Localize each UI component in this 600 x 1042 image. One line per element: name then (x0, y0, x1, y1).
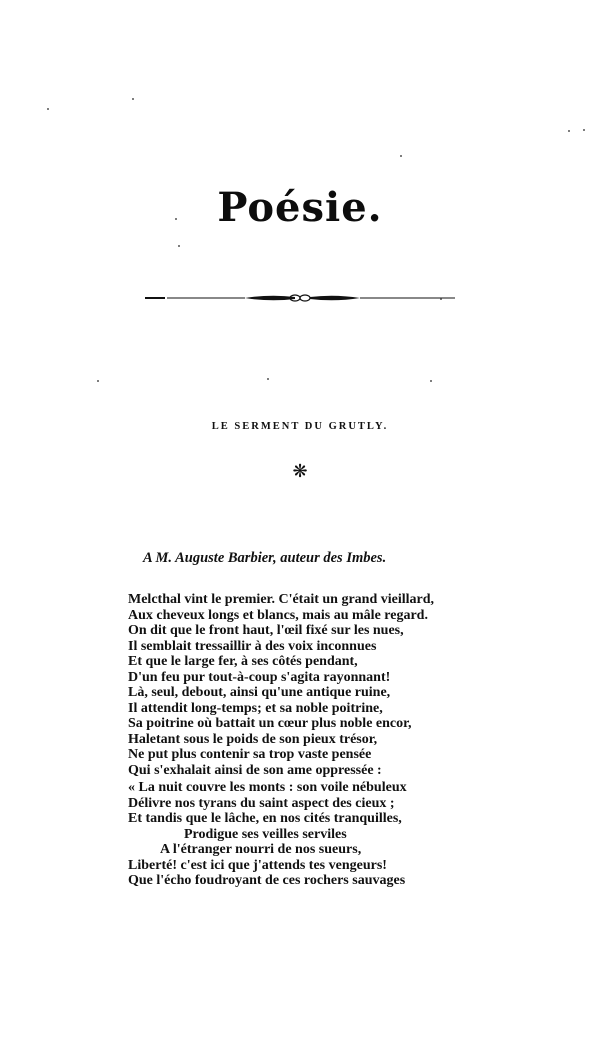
verse-line: Il semblait tressaillir à des voix inconnues (128, 638, 377, 654)
print-speck (47, 108, 49, 110)
verse-line: Aux cheveux longs et blancs, mais au mâle regard. (128, 607, 428, 623)
verse-line: Prodigue ses veilles serviles (184, 826, 347, 842)
verse-line: Qui s'exhalait ainsi de son ame oppressée : (128, 762, 382, 778)
print-speck (440, 298, 442, 300)
print-speck (267, 378, 269, 380)
verse-line: Délivre nos tyrans du saint aspect des cieux ; (128, 795, 395, 811)
verse-line: « La nuit couvre les monts : son voile nébuleux (128, 780, 407, 795)
verse-line: Et que le large fer, à ses côtés pendant, (128, 654, 358, 669)
verse-line: Sa poitrine où battait un cœur plus noble encor, (128, 716, 412, 731)
verse-line: Melcthal vint le premier. C'était un grand vieillard, (128, 592, 435, 607)
poem-title: LE SERMENT DU GRUTLY. (211, 421, 389, 432)
print-speck (400, 155, 402, 157)
verse-line: Que l'écho foudroyant de ces rochers sauvages (128, 873, 406, 888)
verse-line: Ne put plus contenir sa trop vaste pensée (128, 747, 372, 762)
asterism-ornament: ❋ (292, 461, 308, 481)
verse-line: A l'étranger nourri de nos sueurs, (160, 842, 362, 857)
ornamental-rule (145, 292, 455, 304)
verse-line: On dit que le front haut, l'œil fixé sur les nues, (128, 623, 404, 638)
verse-line: D'un feu pur tout-à-coup s'agita rayonnant! (128, 669, 391, 685)
print-speck (132, 98, 134, 100)
section-title: Poésie. (217, 184, 383, 231)
stanza (128, 592, 434, 778)
print-speck (583, 129, 585, 131)
verse-line: Et tandis que le lâche, en nos cités tranquilles, (128, 811, 402, 826)
print-speck (97, 380, 99, 382)
verse-line: Liberté! c'est ici que j'attends tes vengeurs! (128, 857, 387, 873)
dedication: A M. Auguste Barbier, auteur des Imbes. (143, 550, 387, 566)
print-speck (178, 245, 180, 247)
verse-line: Il attendit long-temps; et sa noble poitrine, (128, 700, 383, 716)
print-speck (568, 130, 570, 132)
print-speck (175, 218, 177, 220)
print-speck (430, 380, 432, 382)
verse-line: Là, seul, debout, ainsi qu'une antique ruine, (128, 685, 391, 700)
verse-line: Haletant sous le poids de son pieux trésor, (128, 731, 378, 747)
stanza (128, 780, 407, 889)
